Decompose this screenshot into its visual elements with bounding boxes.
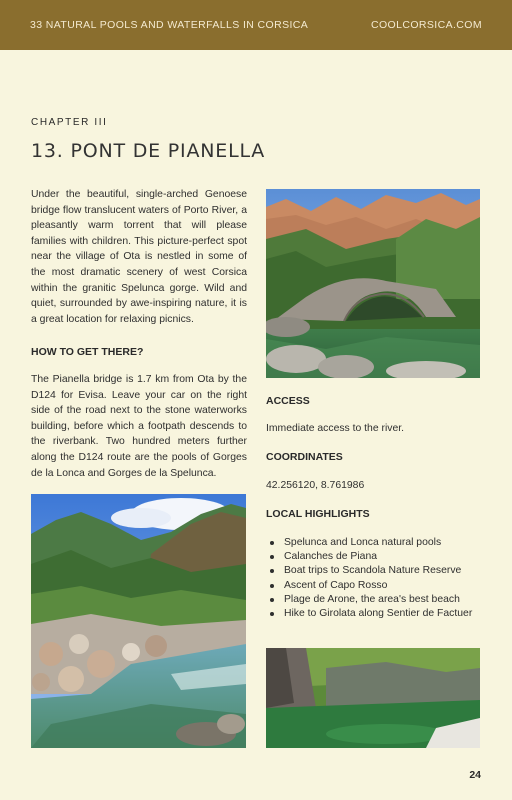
chapter-label: CHAPTER III [31,117,108,128]
website-link[interactable]: COOLCORSICA.COM [370,19,482,31]
bridge-photo [266,189,480,378]
page-title: 13. PONT DE PIANELLA [31,140,266,162]
highlights-list [266,536,481,621]
coordinates-heading: COORDINATES [266,451,343,463]
intro-paragraph: Under the beautiful, single-arched Genoese bridge flow translucent waters of Porto River, a pleasantly warm torrent that will please families with children. This picture-perfect spot near the village of Ota is nestled in some of the most dramatic scenery of west Corsica within the granitic Spelunca gorge. Wild and quiet, surrounded by awe-inspiring nature, it is a great location for relaxing picnics. [31,189,247,325]
access-text: Immediate access to the river. [266,423,405,434]
river-photo [31,494,246,748]
list-item: Plage de Arone, the area's best beach [266,593,481,607]
how-to-heading: HOW TO GET THERE? [31,346,144,358]
book-title: 33 NATURAL POOLS AND WATERFALLS IN CORSICA [30,19,309,31]
page-number: 24 [469,769,481,781]
list-item: Hike to Girolata along Sentier de Factuer [266,607,481,621]
coordinates-text: 42.256120, 8.761986 [266,480,365,491]
list-item: Spelunca and Lonca natural pools [266,536,481,550]
how-to-paragraph: The Pianella bridge is 1.7 km from Ota by the D124 for Evisa. Leave your car on the right side of the road next to the stone waterworks building, before which a footpath descends to the riverbank. Two hundred meters further along the D124 route are the pools of Gorges de la Lonca and Gorges de la Spelunca. [31,374,247,479]
header-bar [0,0,512,50]
list-item: Calanches de Piana [266,550,481,564]
list-item: Boat trips to Scandola Nature Reserve [266,564,481,578]
pool-photo [266,648,480,748]
list-item: Ascent of Capo Rosso [266,579,481,593]
access-heading: ACCESS [266,395,310,407]
highlights-heading: LOCAL HIGHLIGHTS [266,508,370,520]
